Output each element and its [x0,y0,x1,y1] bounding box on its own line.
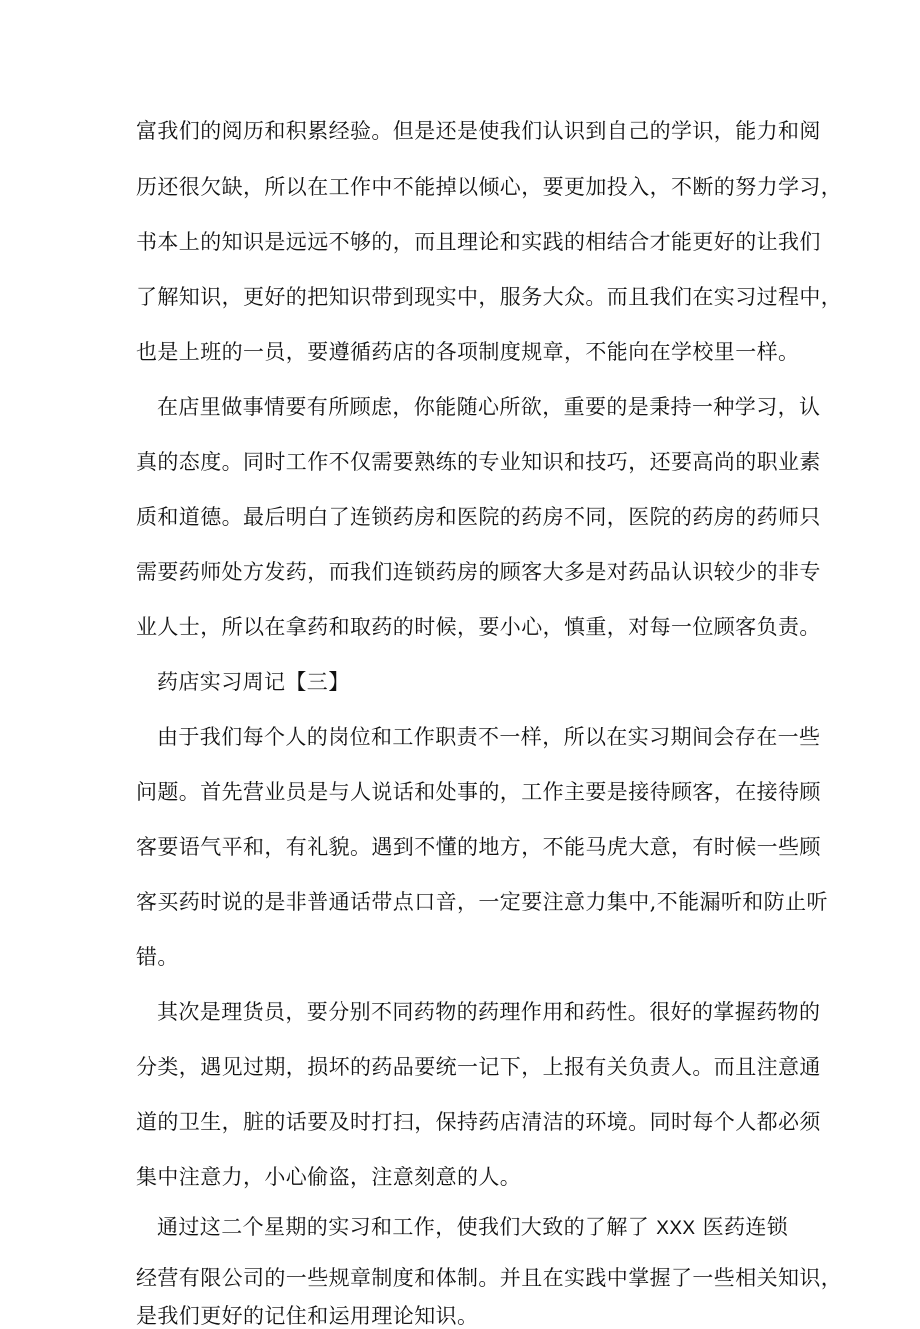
text-line: 集中注意力，小心偷盗，注意刻意的人。 [136,1165,522,1189]
text-line: 错。 [136,945,179,969]
text-line: 了解知识，更好的把知识带到现实中，服务大众。而且我们在实习过程中， [136,285,843,309]
text-line: 需要药师处方发药，而我们连锁药房的顾客大多是对药品认识较少的非专 [136,560,821,584]
company-placeholder: XXX [656,1218,696,1239]
text-line: 在店里做事情要有所顾虑，你能随心所欲，重要的是秉持一种学习，认 [157,395,821,419]
text-segment: 医药连锁 [702,1215,789,1239]
text-line: 真的态度。同时工作不仅需要熟练的专业知识和技巧，还要高尚的职业素 [136,450,821,474]
text-line: 业人士，所以在拿药和取药的时候，要小心，慎重，对每一位顾客负责。 [136,615,821,639]
text-line: 经营有限公司的一些规章制度和体制。并且在实践中掌握了一些相关知识， [136,1266,843,1290]
text-line: 客买药时说的是非普通话带点口音，一定要注意力集中,不能漏听和防止听 [136,890,828,914]
text-segment: 通过这二个星期的实习和工作，使我们大致的了解了 [157,1215,650,1239]
section-heading: 药店实习周记【三】 [157,670,350,694]
text-line: 富我们的阅历和积累经验。但是还是使我们认识到自己的学识，能力和阅 [136,119,821,143]
text-line: 道的卫生，脏的话要及时打扫，保持药店清洁的环境。同时每个人都必须 [136,1110,821,1134]
text-line: 由于我们每个人的岗位和工作职责不一样，所以在实习期间会存在一些 [157,725,821,749]
text-line [157,1214,788,1242]
text-line: 也是上班的一员，要遵循药店的各项制度规章，不能向在学校里一样。 [136,340,800,364]
text-line: 历还很欠缺，所以在工作中不能掉以倾心，要更加投入，不断的努力学习， [136,175,843,199]
text-line: 质和道德。最后明白了连锁药房和医院的药房不同，医院的药房的药师只 [136,505,821,529]
text-line: 是我们更好的记住和运用理论知识。 [136,1304,479,1328]
text-line: 问题。首先营业员是与人说话和处事的，工作主要是接待顾客，在接待顾 [136,780,821,804]
text-line: 客要语气平和，有礼貌。遇到不懂的地方，不能马虎大意，有时候一些顾 [136,835,821,859]
text-line: 其次是理货员，要分别不同药物的药理作用和药性。很好的掌握药物的 [157,1000,821,1024]
text-line: 分类，遇见过期，损坏的药品要统一记下，上报有关负责人。而且注意通 [136,1055,821,1079]
text-line: 书本上的知识是远远不够的，而且理论和实践的相结合才能更好的让我们 [136,230,821,254]
